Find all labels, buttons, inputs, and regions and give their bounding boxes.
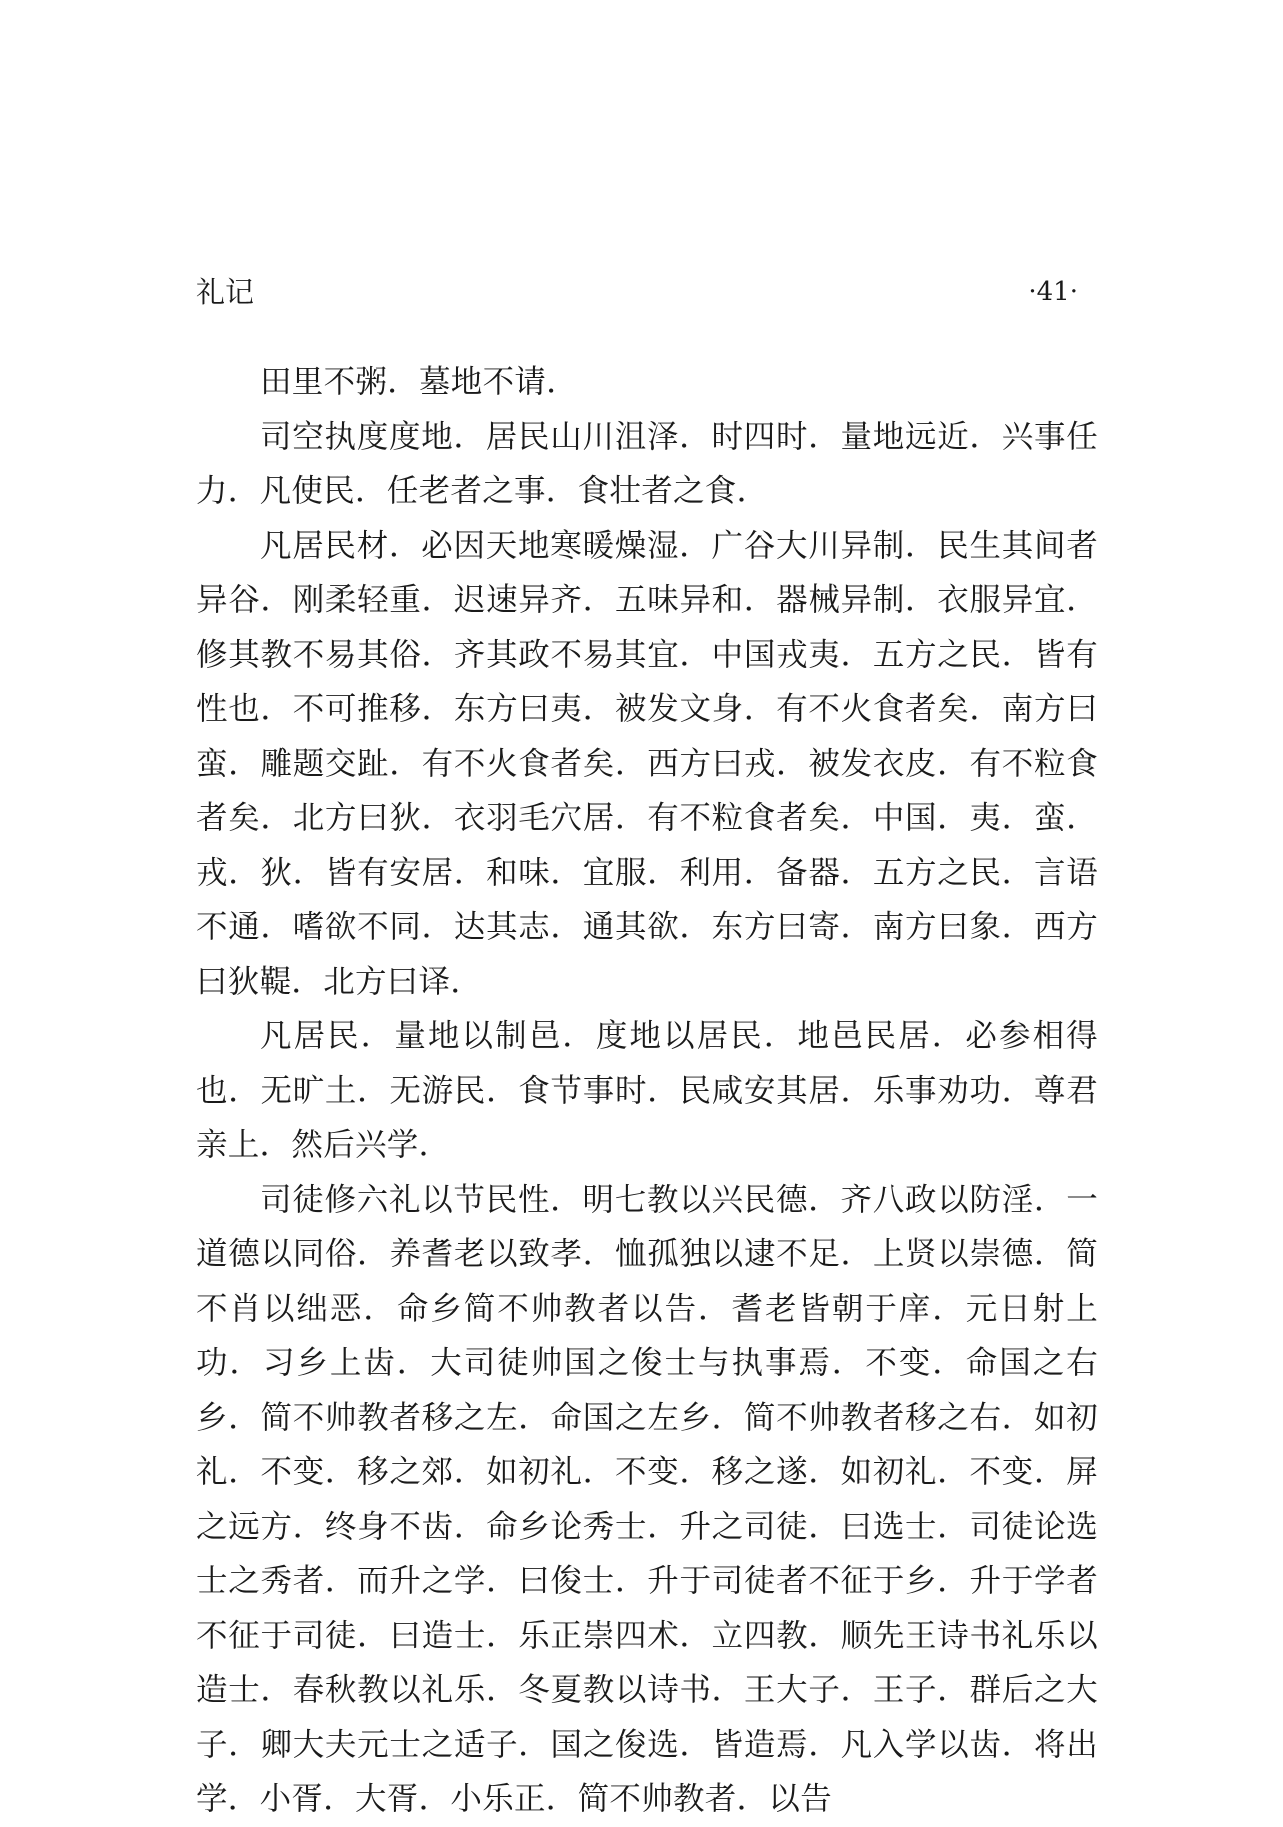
page-number: ·41·: [1028, 277, 1078, 307]
paragraph: 司空执度度地．居民山川沮泽．时四时．量地远近．兴事任力．凡使民．任老者之事．食壮者之食．: [196, 418, 1098, 509]
paragraph: 凡居民．量地以制邑．度地以居民．地邑民居．必参相得也．无旷土．无游民．食节事时．民咸安其居．乐事劝功．尊君亲上．然后兴学．: [196, 1018, 1098, 1163]
book-title: 礼记: [196, 275, 255, 309]
body-text: [196, 355, 1098, 1827]
paragraph: 司徒修六礼以节民性．明七教以兴民德．齐八政以防淫．一道德以同俗．养耆老以致孝．恤孤独以逮不足．上贤以崇德．简不肖以绌恶．命乡简不帅教者以告．耆老皆朝于庠．元日射上功．习乡上齿．大司徒帅国之俊士与执事焉．不变．命国之右乡．简不帅教者移之左．命国之左乡．简不帅教者移之右．如初礼．不变．移之郊．如初礼．不变．移之遂．如初礼．不变．屏之远方．终身不齿．命乡论秀士．升之司徒．曰选士．司徒论选士之秀者．而升之学．曰俊士．升于司徒者不征于乡．升于学者不征于司徒．曰造士．乐正崇四术．立四教．顺先王诗书礼乐以造士．春秋教以礼乐．冬夏教以诗书．王大子．王子．群后之大子．卿大夫元士之适子．国之俊选．皆造焉．凡入学以齿．将出学．小胥．大胥．小乐正．简不帅教者．以告: [196, 1181, 1098, 1817]
paragraph: 凡居民材．必因天地寒暖燥湿．广谷大川异制．民生其间者异谷．刚柔轻重．迟速异齐．五味异和．器械异制．衣服异宜．修其教不易其俗．齐其政不易其宜．中国戎夷．五方之民．皆有性也．不可推移．东方曰夷．被发文身．有不火食者矣．南方曰蛮．雕题交趾．有不火食者矣．西方曰戎．被发衣皮．有不粒食者矣．北方曰狄．衣羽毛穴居．有不粒食者矣．中国．夷．蛮．戎．狄．皆有安居．和味．宜服．利用．备器．五方之民．言语不通．嗜欲不同．达其志．通其欲．东方曰寄．南方曰象．西方曰狄鞮．北方曰译．: [196, 527, 1098, 1000]
running-header: [196, 270, 1078, 314]
paragraph: 田里不粥．墓地不请．: [260, 364, 579, 400]
